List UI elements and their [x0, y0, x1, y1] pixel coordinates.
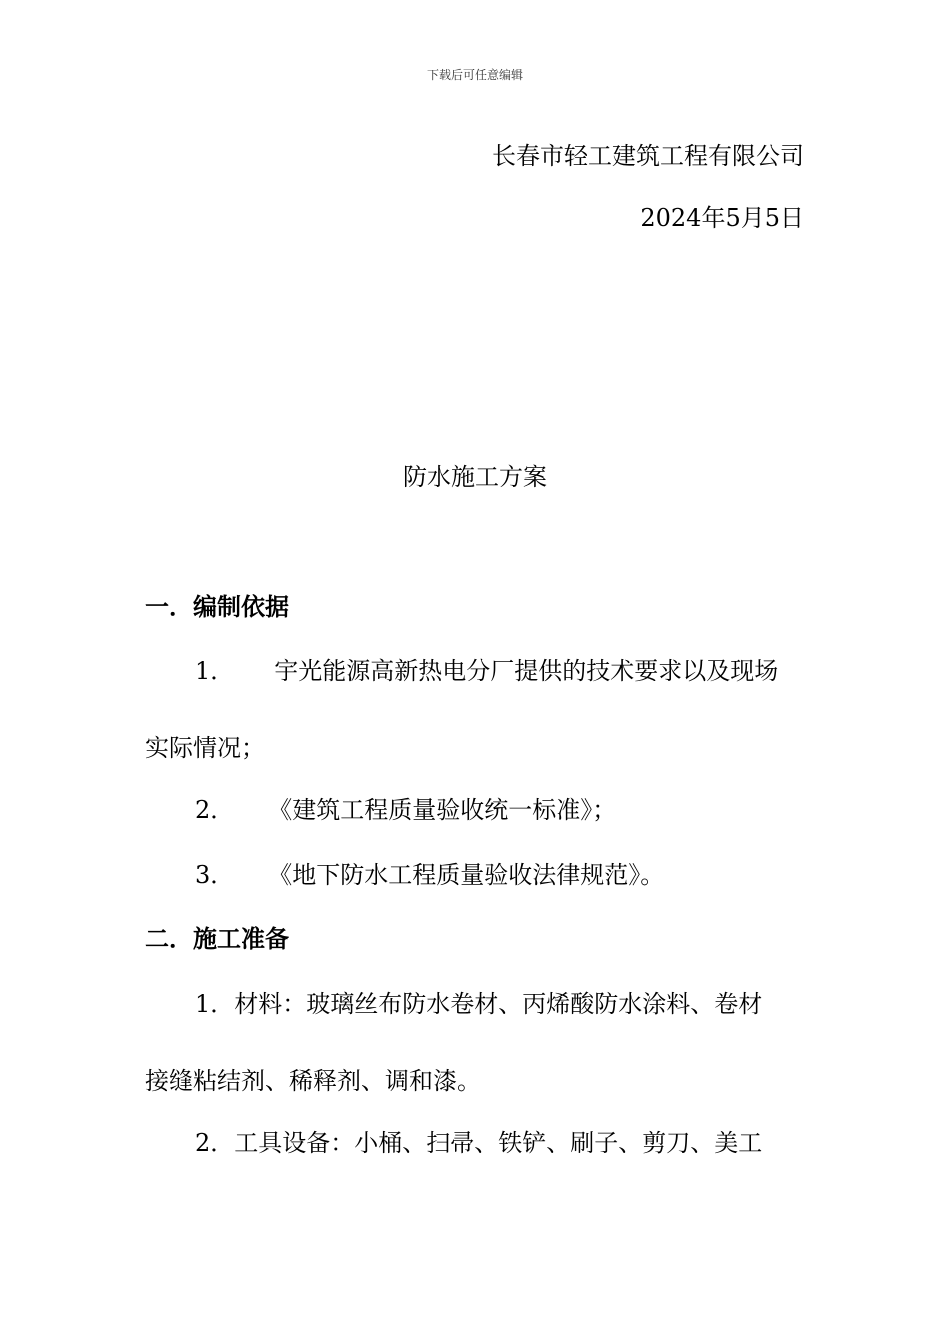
item-number: 2．	[195, 796, 235, 824]
list-item	[195, 651, 778, 686]
item-number: 1．	[195, 657, 235, 685]
section-heading-basis: 一．编制依据	[145, 592, 289, 621]
header-note: 下载后可任意编辑	[426, 68, 523, 82]
list-item: 2．工具设备：小桶、扫帚、铁铲、刷子、剪刀、美工	[195, 1129, 763, 1157]
section-heading-preparation: 二．施工准备	[145, 924, 289, 953]
list-item	[195, 855, 664, 890]
item-text: 《建筑工程质量验收统一标准》；	[268, 796, 617, 824]
list-item-continuation: 接缝粘结剂、稀释剂、调和漆。	[145, 1067, 481, 1095]
document-date: 2024年5月5日	[640, 204, 804, 232]
item-number: 3．	[195, 861, 235, 889]
list-item: 1．材料：玻璃丝布防水卷材、丙烯酸防水涂料、卷材	[195, 990, 763, 1018]
item-text: 宇光能源高新热电分厂提供的技术要求以及现场	[274, 657, 779, 685]
document-title: 防水施工方案	[403, 463, 547, 491]
list-item-continuation: 实际情况；	[145, 734, 265, 762]
list-item	[195, 790, 616, 825]
item-text: 《地下防水工程质量验收法律规范》。	[268, 861, 665, 889]
company-name: 长春市轻工建筑工程有限公司	[492, 142, 804, 170]
